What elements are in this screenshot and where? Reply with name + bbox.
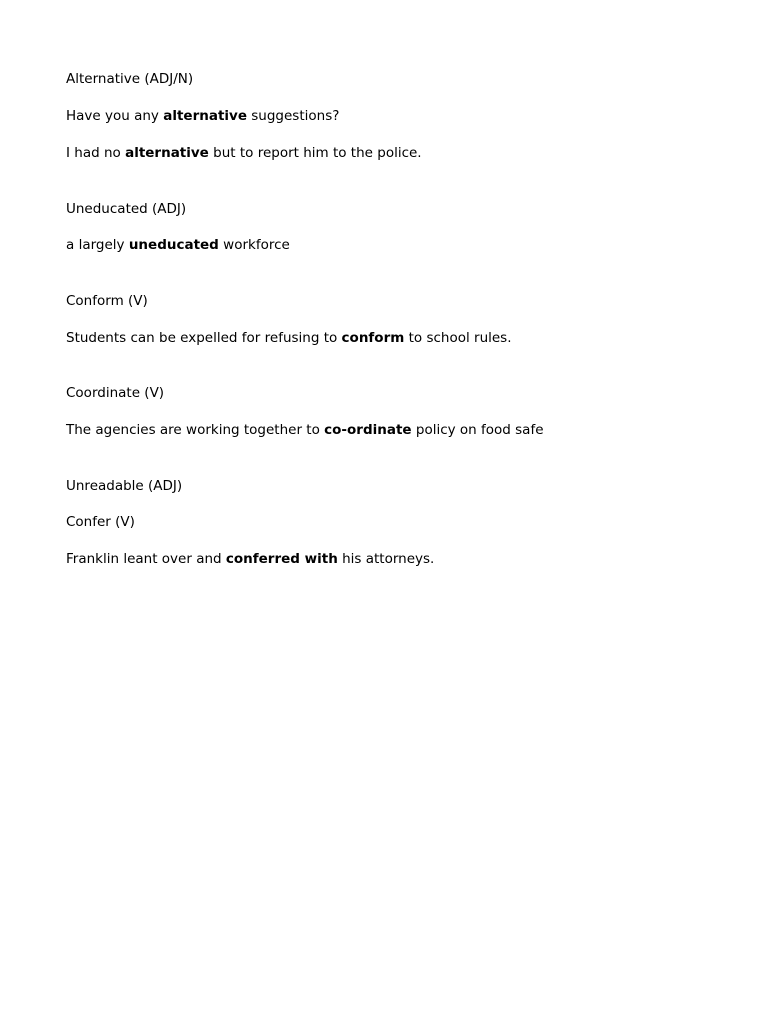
example-keyword: conform [341, 330, 405, 346]
example-keyword: conferred with [225, 551, 338, 567]
example-text-before: I had no [66, 145, 126, 161]
heading-text: Alternative (ADJ/N) [66, 71, 194, 87]
example-sentence [66, 550, 434, 568]
entry-heading-coordinate [66, 384, 164, 402]
example-sentence [66, 107, 339, 125]
entry-heading-confer [66, 513, 135, 531]
example-text-before: Have you any [66, 108, 164, 124]
example-text-after: his attorneys. [337, 551, 435, 567]
example-text-after: to school rules. [404, 330, 512, 346]
example-text-after: suggestions? [246, 108, 340, 124]
example-keyword: co-ordinate [324, 422, 412, 438]
heading-text: Unreadable (ADJ) [66, 478, 183, 494]
entry-heading-uneducated [66, 200, 186, 218]
example-sentence [66, 144, 422, 162]
example-keyword: alternative [163, 108, 247, 124]
example-text-before: a largely [66, 237, 129, 253]
example-sentence [66, 421, 544, 439]
entry-heading-alternative [66, 70, 193, 88]
example-keyword: uneducated [128, 237, 219, 253]
example-text-before: Franklin leant over and [66, 551, 226, 567]
heading-text: Uneducated (ADJ) [66, 201, 187, 217]
entry-heading-conform [66, 292, 148, 310]
example-keyword: alternative [125, 145, 209, 161]
example-text-after: but to report him to the police. [208, 145, 422, 161]
heading-text: Conform (V) [66, 293, 148, 309]
example-text-after: workforce [218, 237, 290, 253]
heading-text: Coordinate (V) [66, 385, 165, 401]
entry-heading-unreadable [66, 477, 182, 495]
heading-text: Confer (V) [66, 514, 135, 530]
example-text-before: Students can be expelled for refusing to [66, 330, 342, 346]
example-sentence [66, 329, 512, 347]
example-text-before: The agencies are working together to [66, 422, 325, 438]
example-sentence [66, 236, 290, 254]
example-text-after: policy on food safe [411, 422, 544, 438]
